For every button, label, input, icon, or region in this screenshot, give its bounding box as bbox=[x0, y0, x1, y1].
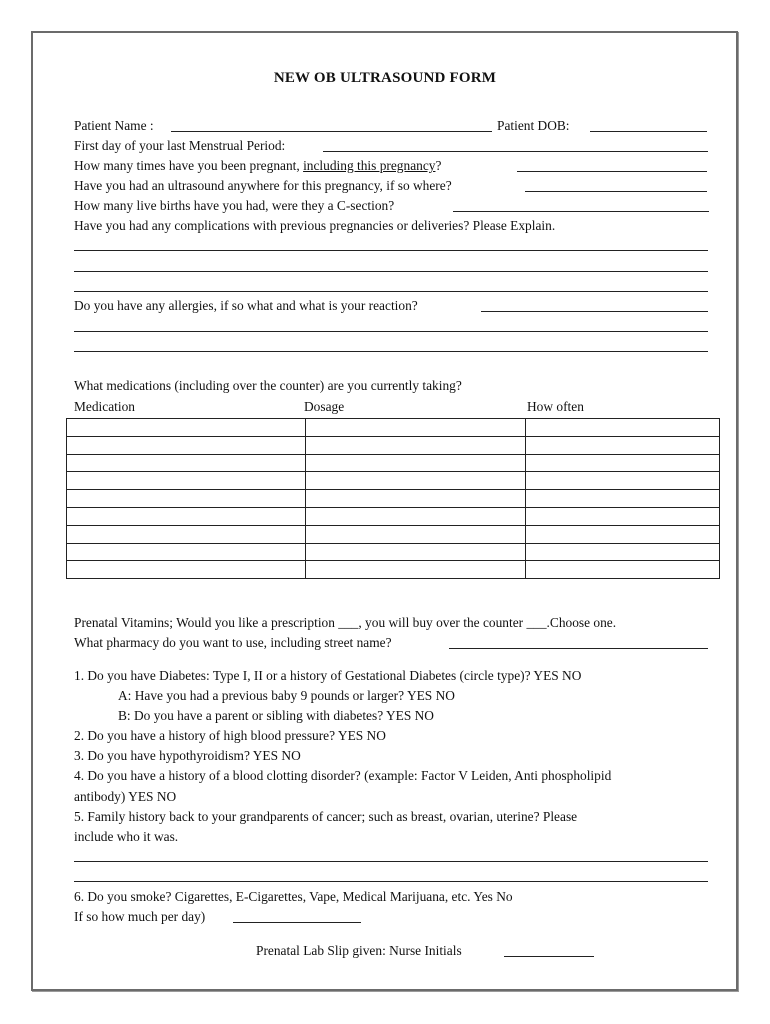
medication-column-header: Medication bbox=[74, 399, 135, 414]
lmp-field[interactable] bbox=[323, 151, 708, 152]
ultrasound-label: Have you had an ultrasound anywhere for this pregnancy, if so where? bbox=[74, 178, 452, 193]
medication-row bbox=[67, 419, 720, 437]
medication-cell[interactable] bbox=[67, 507, 306, 525]
pharmacy-field[interactable] bbox=[449, 648, 708, 649]
how-often-cell[interactable] bbox=[526, 525, 720, 543]
dosage-cell[interactable] bbox=[305, 561, 526, 579]
family-history-line-2[interactable] bbox=[74, 881, 708, 882]
patient-name-label: Patient Name : bbox=[74, 118, 154, 133]
medication-cell[interactable] bbox=[67, 525, 306, 543]
medication-cell[interactable] bbox=[67, 454, 306, 472]
question-3: 3. Do you have hypothyroidism? YES NO bbox=[74, 748, 301, 763]
question-1a: A: Have you had a previous baby 9 pounds or larger? YES NO bbox=[118, 688, 455, 703]
dosage-cell[interactable] bbox=[305, 525, 526, 543]
live-births-field[interactable] bbox=[453, 211, 709, 212]
pregnant-count-label bbox=[74, 157, 441, 174]
medication-row bbox=[67, 561, 720, 579]
ultrasound-field[interactable] bbox=[525, 191, 707, 192]
medication-cell[interactable] bbox=[67, 436, 306, 454]
complications-line-2[interactable] bbox=[74, 271, 708, 272]
medication-cell[interactable] bbox=[67, 490, 306, 508]
medication-row bbox=[67, 454, 720, 472]
dosage-cell[interactable] bbox=[305, 454, 526, 472]
question-5: 5. Family history back to your grandparents of cancer; such as breast, ovarian, uterine? Please bbox=[74, 809, 578, 824]
medication-row bbox=[67, 507, 720, 525]
complications-line-1[interactable] bbox=[74, 250, 708, 251]
form-title: NEW OB ULTRASOUND FORM bbox=[273, 70, 497, 86]
how-often-cell[interactable] bbox=[526, 507, 720, 525]
medication-row bbox=[67, 490, 720, 508]
how-often-cell[interactable] bbox=[526, 472, 720, 490]
allergies-label: Do you have any allergies, if so what and what is your reaction? bbox=[74, 298, 418, 313]
how-often-cell[interactable] bbox=[526, 561, 720, 579]
allergies-line-2[interactable] bbox=[74, 331, 708, 332]
pregnant-label-underlined: including this pregnancy bbox=[303, 158, 436, 173]
question-1b: B: Do you have a parent or sibling with diabetes? YES NO bbox=[118, 708, 434, 723]
question-5-continued: include who it was. bbox=[74, 829, 179, 844]
dosage-column-header: Dosage bbox=[304, 399, 345, 414]
how-often-cell[interactable] bbox=[526, 490, 720, 508]
complications-line-3[interactable] bbox=[74, 291, 708, 292]
how-often-cell[interactable] bbox=[526, 454, 720, 472]
how-often-cell[interactable] bbox=[526, 436, 720, 454]
dosage-cell[interactable] bbox=[305, 507, 526, 525]
medication-row bbox=[67, 543, 720, 561]
allergies-line-3[interactable] bbox=[74, 351, 708, 352]
medications-label: What medications (including over the counter) are you currently taking? bbox=[74, 378, 462, 393]
dosage-cell[interactable] bbox=[305, 543, 526, 561]
family-history-line-1[interactable] bbox=[74, 861, 708, 862]
how-often-cell[interactable] bbox=[526, 543, 720, 561]
dosage-cell[interactable] bbox=[305, 490, 526, 508]
medication-cell[interactable] bbox=[67, 419, 306, 437]
patient-name-field[interactable] bbox=[171, 131, 492, 132]
question-2: 2. Do you have a history of high blood pressure? YES NO bbox=[74, 728, 386, 743]
nurse-initials-field[interactable] bbox=[504, 956, 594, 957]
question-6: 6. Do you smoke? Cigarettes, E-Cigarettes, Vape, Medical Marijuana, etc. Yes No bbox=[74, 889, 513, 904]
pharmacy-label: What pharmacy do you want to use, including street name? bbox=[74, 635, 392, 650]
smoke-amount-field[interactable] bbox=[233, 922, 361, 923]
nurse-initials-label: Prenatal Lab Slip given: Nurse Initials bbox=[256, 943, 462, 958]
medication-cell[interactable] bbox=[67, 472, 306, 490]
medication-row bbox=[67, 472, 720, 490]
how-often-cell[interactable] bbox=[526, 419, 720, 437]
dosage-cell[interactable] bbox=[305, 436, 526, 454]
medication-row bbox=[67, 525, 720, 543]
patient-dob-label: Patient DOB: bbox=[497, 118, 570, 133]
lmp-label: First day of your last Menstrual Period: bbox=[74, 138, 286, 153]
allergies-field[interactable] bbox=[481, 311, 708, 312]
medications-table bbox=[66, 418, 720, 579]
pregnant-label-end: ? bbox=[435, 158, 442, 173]
question-1: 1. Do you have Diabetes: Type I, II or a history of Gestational Diabetes (circle type)? YES NO bbox=[74, 668, 582, 683]
pregnant-label-start: How many times have you been pregnant, bbox=[74, 158, 304, 173]
patient-dob-field[interactable] bbox=[590, 131, 707, 132]
medication-cell[interactable] bbox=[67, 561, 306, 579]
dosage-cell[interactable] bbox=[305, 472, 526, 490]
medication-row bbox=[67, 436, 720, 454]
pregnant-count-field[interactable] bbox=[517, 171, 707, 172]
question-4: 4. Do you have a history of a blood clotting disorder? (example: Factor V Leiden, Anti phospholipid bbox=[74, 768, 612, 783]
complications-label: Have you had any complications with previous pregnancies or deliveries? Please Explain. bbox=[74, 218, 556, 233]
how-often-column-header: How often bbox=[527, 399, 584, 414]
medication-cell[interactable] bbox=[67, 543, 306, 561]
question-6-continued: If so how much per day) bbox=[74, 909, 206, 924]
dosage-cell[interactable] bbox=[305, 419, 526, 437]
live-births-label: How many live births have you had, were they a C-section? bbox=[74, 198, 395, 213]
vitamins-label: Prenatal Vitamins; Would you like a prescription ___, you will buy over the counter ___.Choose one. bbox=[74, 615, 617, 630]
question-4-continued: antibody) YES NO bbox=[74, 789, 177, 804]
